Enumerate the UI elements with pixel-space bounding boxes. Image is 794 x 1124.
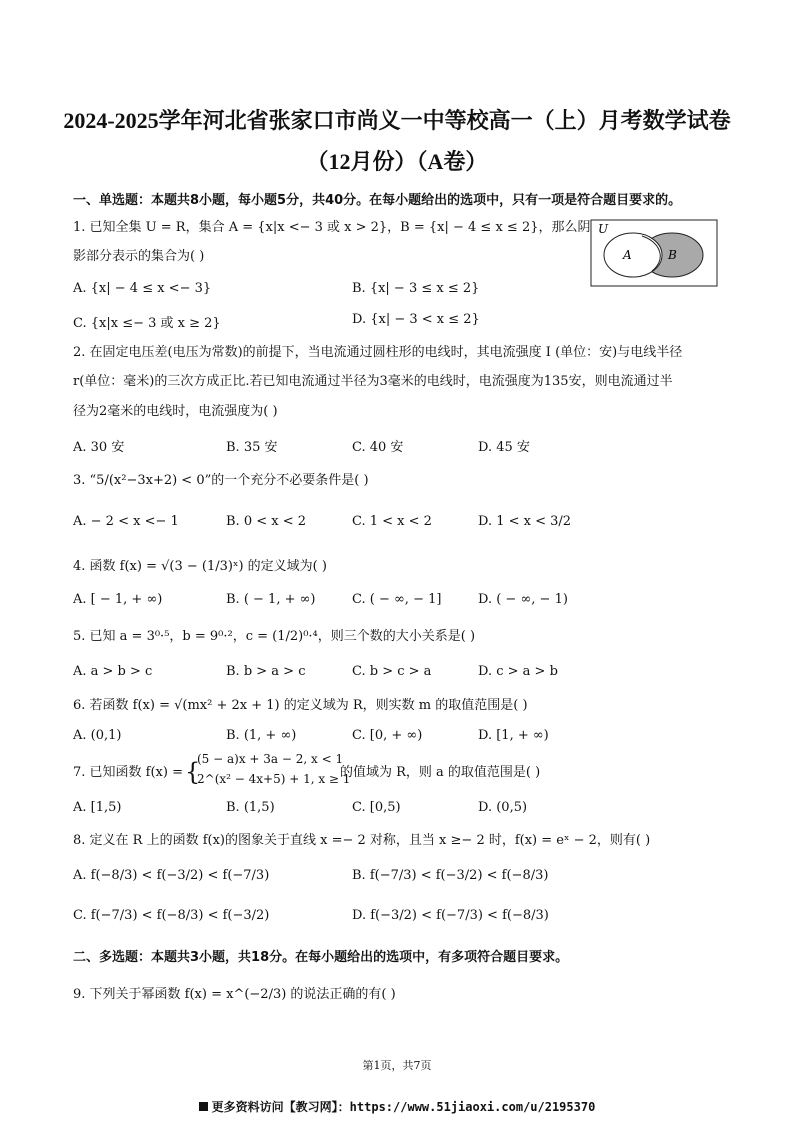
q6-option-d: D. [1, + ∞) [478, 728, 549, 743]
question-1-text-cont: 影部分表示的集合为( ) [73, 249, 205, 264]
q7-option-d: D. (0,5) [478, 800, 528, 815]
q2-option-d: D. 45 安 [478, 440, 530, 455]
q6-option-c: C. [0, + ∞) [352, 728, 423, 743]
question-7-suffix: 的值域为 R，则 a 的取值范围是( ) [340, 765, 541, 780]
question-2-text-cont: r(单位：毫米)的三次方成正比.若已知电流通过半径为3毫米的电线时，电流强度为135安，则电流通过半 [73, 374, 673, 389]
q6-option-b: B. (1, + ∞) [226, 728, 297, 743]
q5-option-b: B. b > a > c [226, 664, 306, 679]
q1-option-a: A. {x| − 4 ≤ x <− 3} [73, 281, 212, 296]
q2-option-a: A. 30 安 [73, 440, 125, 455]
question-2-text-cont2: 径为2毫米的电线时，电流强度为( ) [73, 404, 278, 419]
q8-option-c: C. f(−7/3) < f(−8/3) < f(−3/2) [73, 908, 270, 923]
piecewise-brace: { [185, 758, 201, 786]
venn-diagram [590, 219, 718, 287]
question-2-text: 2. 在固定电压差(电压为常数)的前提下，当电流通过圆柱形的电线时，其电流强度 I (单位：安)与电线半径 [73, 345, 683, 360]
q7-option-a: A. [1,5) [73, 800, 122, 815]
q3-option-b: B. 0 < x < 2 [226, 514, 307, 529]
q2-option-c: C. 40 安 [352, 440, 404, 455]
q5-option-c: C. b > c > a [352, 664, 432, 679]
q2-option-b: B. 35 安 [226, 440, 278, 455]
question-6-text: 6. 若函数 f(x) = √(mx² + 2x + 1) 的定义域为 R，则实数 m 的取值范围是( ) [73, 698, 528, 713]
q8-option-b: B. f(−7/3) < f(−3/2) < f(−8/3) [352, 868, 549, 883]
question-7-case-1: (5 − a)x + 3a − 2, x < 1 [197, 752, 344, 766]
venn-label-b: B [668, 248, 677, 262]
question-3-text: 3. “5/(x²−3x+2) < 0”的一个充分不必要条件是( ) [73, 473, 369, 488]
page-number: 第1页，共7页 [362, 1059, 432, 1072]
q8-option-a: A. f(−8/3) < f(−3/2) < f(−7/3) [73, 868, 270, 883]
q3-option-a: A. − 2 < x <− 1 [73, 514, 179, 529]
question-5-text: 5. 已知 a = 3⁰·⁵，b = 9⁰·²，c = (1/2)⁰·⁴，则三个数的大小关系是( ) [73, 629, 476, 644]
q5-option-d: D. c > a > b [478, 664, 558, 679]
exam-title: 2024-2025学年河北省张家口市尚义一中等校高一（上）月考数学试卷 [63, 108, 731, 133]
q1-option-c: C. {x|x ≤− 3 或 x ≥ 2} [73, 316, 221, 331]
q3-option-c: C. 1 < x < 2 [352, 514, 432, 529]
q1-option-d: D. {x| − 3 < x ≤ 2} [352, 312, 480, 327]
q4-option-a: A. [ − 1, + ∞) [73, 592, 163, 607]
flag-icon [199, 1102, 208, 1111]
question-8-text: 8. 定义在 R 上的函数 f(x)的图象关于直线 x =− 2 对称，且当 x ≥− 2 时，f(x) = eˣ − 2，则有( ) [73, 833, 651, 848]
q6-option-a: A. (0,1) [73, 728, 122, 743]
section-heading-multi-choice: 二、多选题：本题共3小题，共18分。在每小题给出的选项中，有多项符合题目要求。 [73, 950, 569, 965]
q4-option-d: D. ( − ∞, − 1) [478, 592, 568, 607]
q3-option-d: D. 1 < x < 3/2 [478, 514, 572, 529]
q8-option-d: D. f(−3/2) < f(−7/3) < f(−8/3) [352, 908, 549, 923]
q7-option-b: B. (1,5) [226, 800, 275, 815]
question-7-prefix: 7. 已知函数 f(x) = [73, 765, 183, 780]
venn-label-a: A [623, 248, 632, 262]
venn-label-u: U [598, 222, 609, 236]
section-heading-single-choice: 一、单选题：本题共8小题，每小题5分，共40分。在每小题给出的选项中，只有一项是符合题目要求的。 [73, 193, 682, 208]
question-4-text: 4. 函数 f(x) = √(3 − (1/3)ˣ) 的定义域为( ) [73, 559, 327, 574]
question-7-case-2: 2^(x² − 4x+5) + 1, x ≥ 1 [197, 772, 351, 786]
footer-link[interactable] [0, 1098, 794, 1115]
q4-option-b: B. ( − 1, + ∞) [226, 592, 316, 607]
exam-subtitle: （12月份）（A卷） [306, 149, 488, 174]
q1-option-b: B. {x| − 3 ≤ x ≤ 2} [352, 281, 480, 296]
q4-option-c: C. ( − ∞, − 1] [352, 592, 442, 607]
q5-option-a: A. a > b > c [73, 664, 153, 679]
q7-option-c: C. [0,5) [352, 800, 401, 815]
question-1-text: 1. 已知全集 U = R，集合 A = {x|x <− 3 或 x > 2}，B = {x| − 4 ≤ x ≤ 2}，那么阴 [73, 220, 591, 235]
footer-link-text[interactable]: 更多资料访问【教习网】：https://www.51jiaoxi.com/u/2195370 [211, 1100, 596, 1114]
question-9-text: 9. 下列关于幂函数 f(x) = x^(−2/3) 的说法正确的有( ) [73, 987, 396, 1002]
